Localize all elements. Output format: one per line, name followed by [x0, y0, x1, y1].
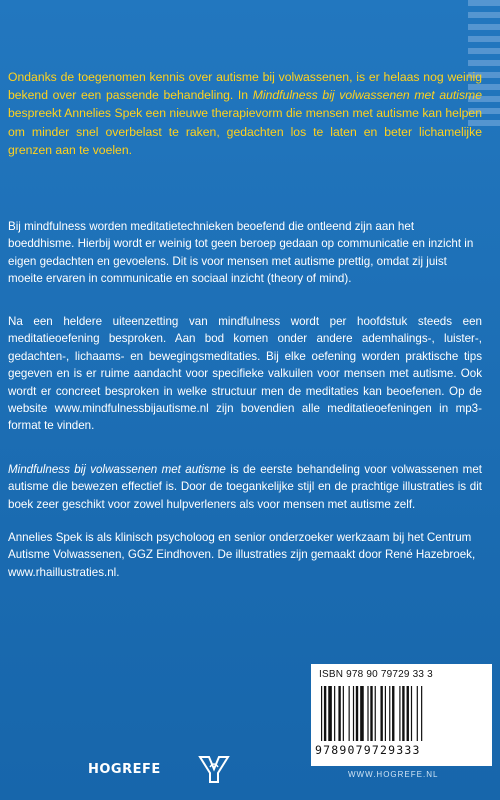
publisher-name: HOGREFE [88, 762, 161, 777]
book-title-italic-2: Mindfulness bij volwassenen met autisme [8, 463, 226, 476]
paragraph-mindfulness [8, 218, 482, 288]
intro-text-1: Ondanks de toegenomen kennis over autisme bij volwassenen, is er helaas nog weinig bekend over een passende behandeling. In [8, 70, 482, 103]
paragraph-effectiveness [8, 461, 482, 513]
paragraph-exercises [8, 313, 482, 435]
paragraph-4-text: Annelies Spek is als klinisch psycholoog en senior onderzoeker werkzaam bij het Centrum Autisme Volwassenen, GGZ Eindhoven. De illustraties zijn gemaakt door René Hazebroek, www.rhaillustraties.nl. [8, 531, 476, 579]
paragraph-author [8, 529, 482, 581]
intro-text-2: bespreekt Annelies Spek een nieuwe therapievorm die mensen met autisme kan helpen om minder snel overbelast te raken, gedachten los te laten en beter lichamelijke grenzen aan te voelen. [8, 106, 482, 157]
book-title-italic: Mindfulness bij volwassenen met autisme [252, 88, 482, 103]
publisher-url: WWW.HOGREFE.NL [348, 770, 439, 779]
paragraph-3-text: is de eerste behandeling voor volwassenen met autisme die bewezen effectief is. Door de toegankelijke stijl en de prachtige illustraties is dit boek zeer geschikt voor zowel hulpverleners als voor mensen met autisme zelf. [8, 463, 482, 511]
ean-digits: 9789079729333 [315, 743, 421, 757]
barcode-box [311, 664, 492, 766]
hogrefe-logo-icon [197, 755, 231, 783]
barcode-bars [319, 686, 484, 741]
intro-paragraph [8, 68, 482, 159]
isbn-label: ISBN 978 90 79729 33 3 [319, 669, 433, 680]
paragraph-2-text: Na een heldere uiteenzetting van mindfulness wordt per hoofdstuk steeds een meditatieoefening besproken. Aan bod komen onder andere ademhalings-, luister-, gedachten-, lichaams- en bewegingsmeditaties. Bij elke oefening worden praktische tips gegeven en is er ruime aandacht voor specifieke valkuilen voor mensen met autisme. Ook wordt er concreet besproken in welke structuur men de meditaties kan beoefenen. Op de website www.mindfulnessbijautisme.nl zijn bovendien alle meditatieoefeningen in mp3-format te vinden. [8, 315, 482, 433]
paragraph-1-text: Bij mindfulness worden meditatietechnieken beoefend die ontleend zijn aan het boeddhisme. Hierbij wordt er weinig tot geen beroep gedaan op communicatie en inzicht in eigen gedachten en gevoelens. Dit is voor mensen met autisme prettig, omdat zij juist moeite ervaren in communicatie en sociaal inzicht (theory of mind). [8, 220, 474, 286]
